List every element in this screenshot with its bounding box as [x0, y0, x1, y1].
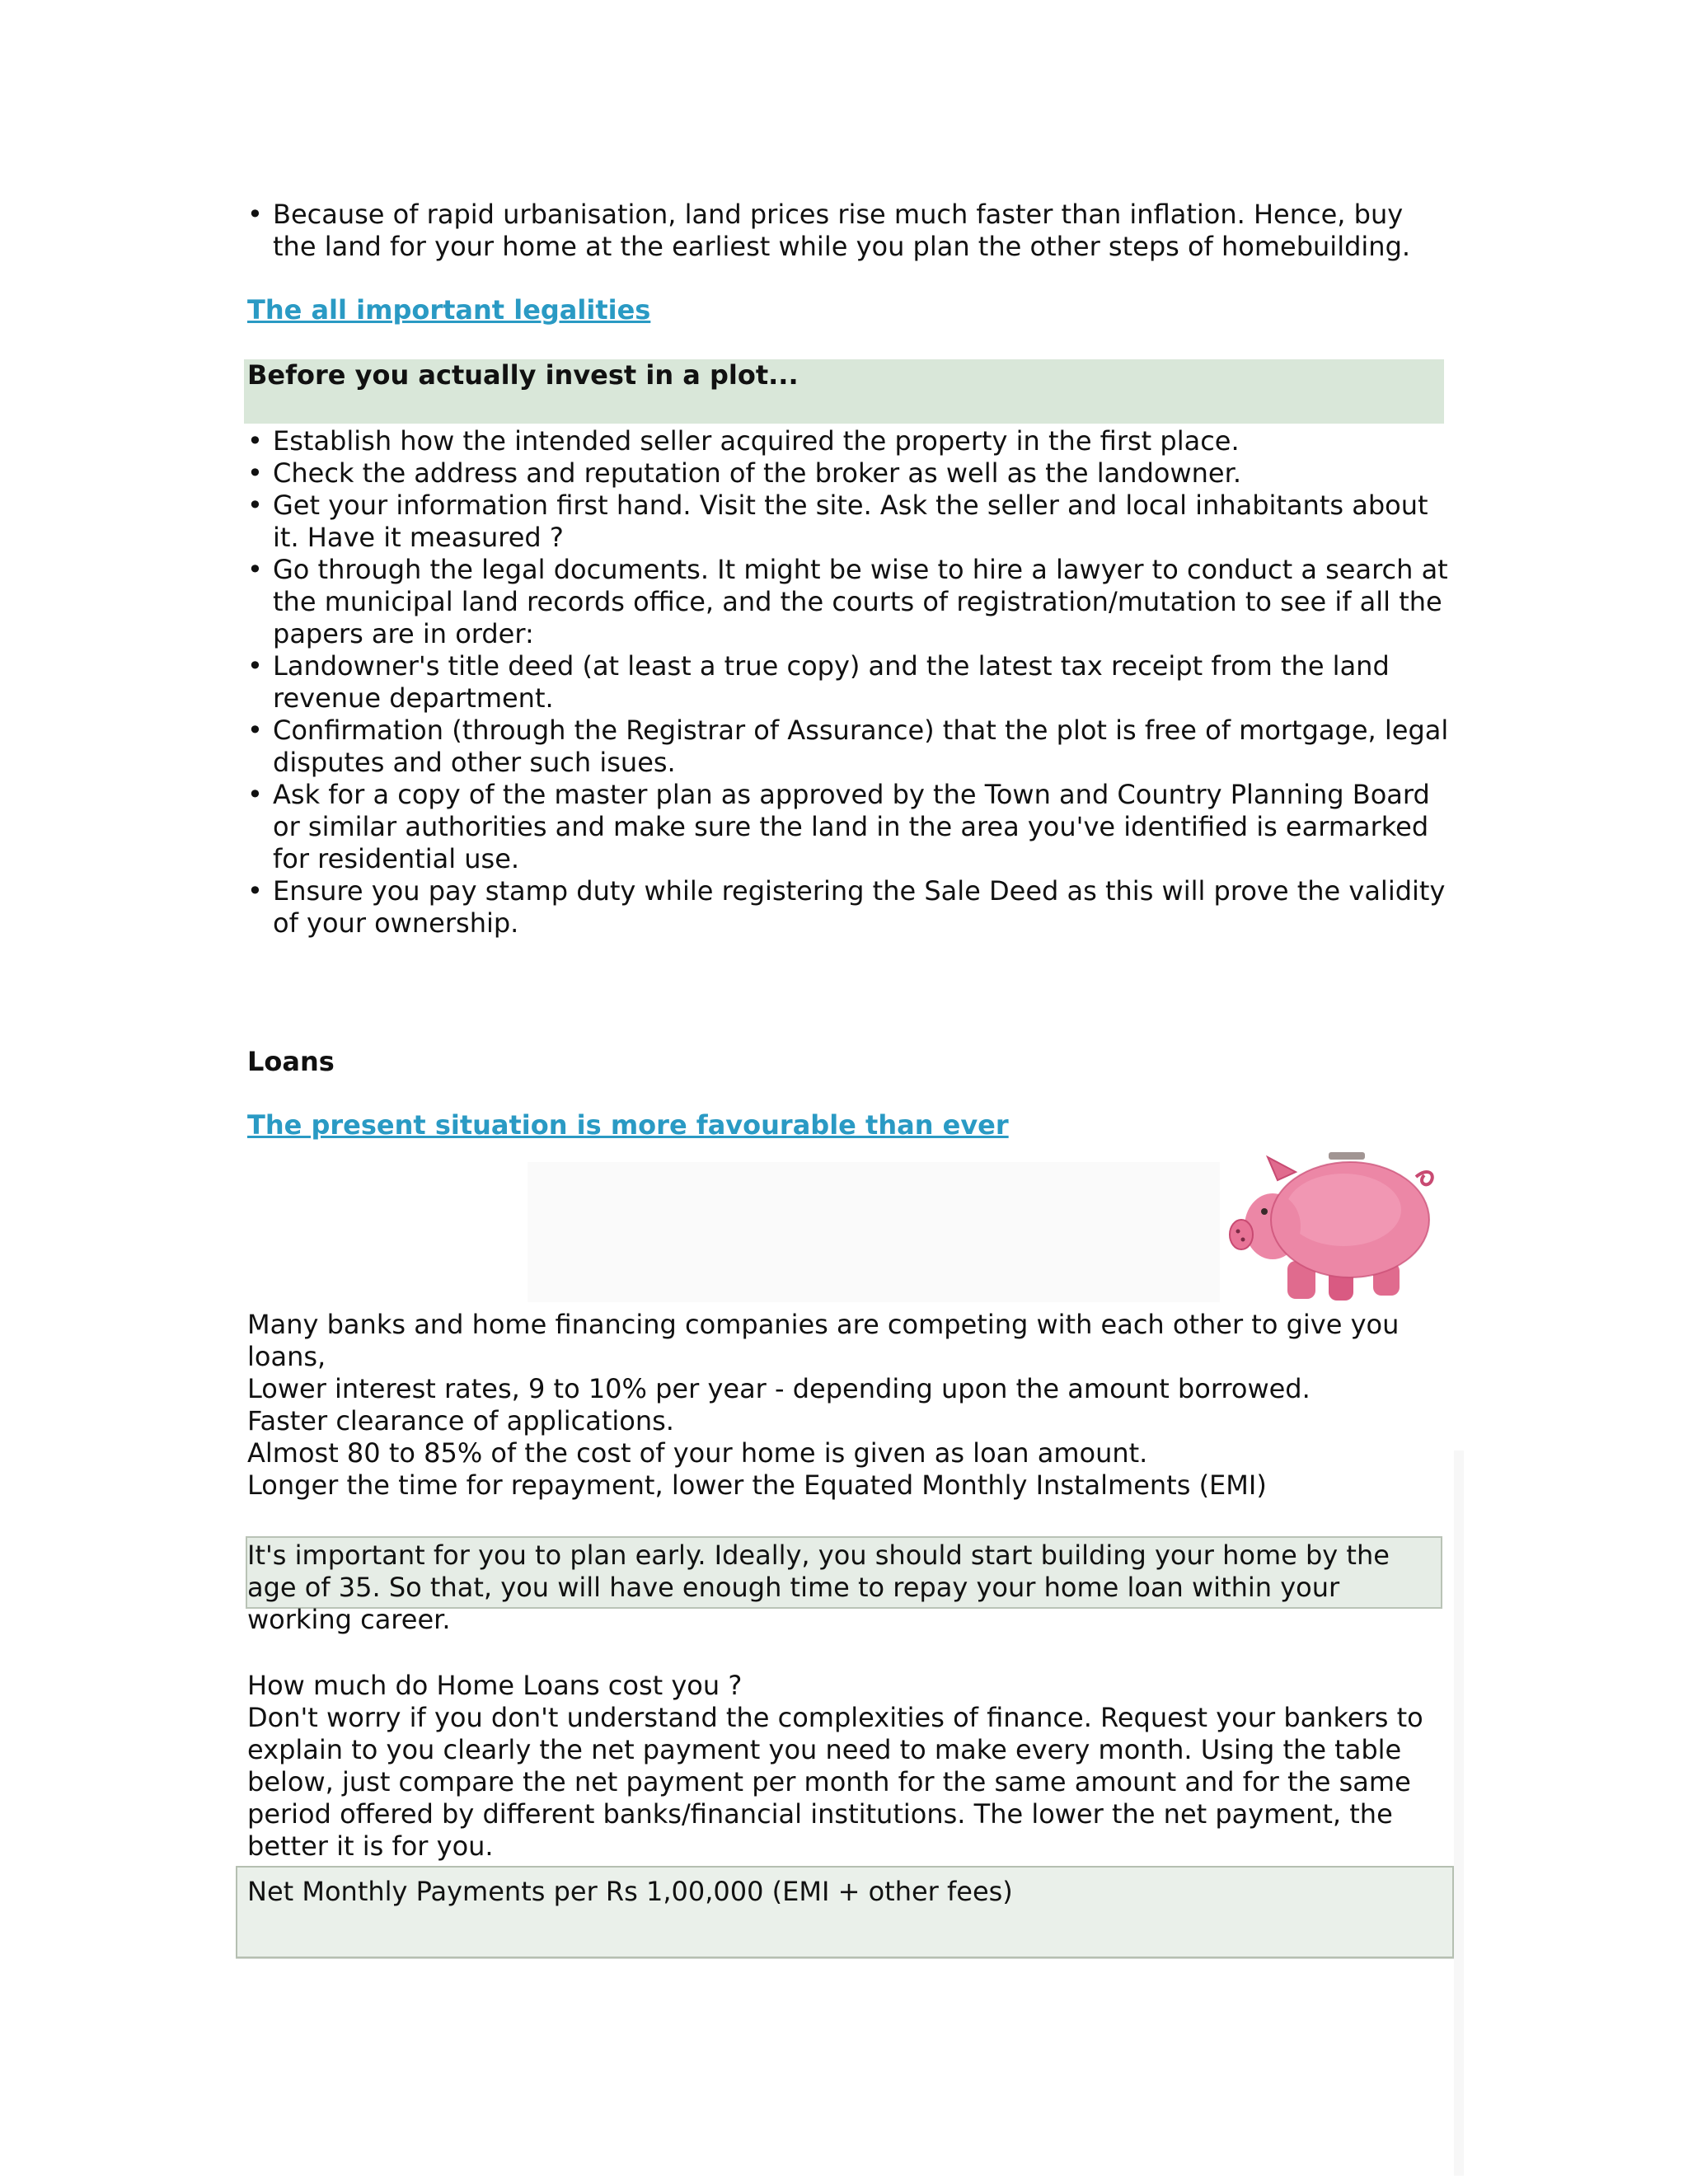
- loans-line: Faster clearance of applications.: [247, 1405, 674, 1436]
- legalities-section: [247, 425, 1451, 940]
- cost-paragraph: Don't worry if you don't understand the complexities of finance. Request your bankers to explain to you clearly the net payment you need to make every month. Using the table below, just compare the net payment per month for the same amount and for the same period offered by different banks/financial institutions. The lower the net payment, the better it is for you.: [247, 1702, 1423, 1862]
- list-item: • Go through the legal documents. It might be wise to hire a lawyer to conduct a search at the municipal land records office, and the courts of registration/mutation to see if all the papers are in order:: [247, 554, 1451, 650]
- list-item: • Check the address and reputation of the broker as well as the landowner.: [247, 457, 1451, 490]
- intro-section: [247, 199, 1451, 263]
- tip-text: It's important for you to plan early. Ideally, you should start building your home by the age of 35. So that, you will have enough time to repay your home loan within your working career.: [247, 1540, 1390, 1635]
- cost-section: [247, 1670, 1451, 1863]
- list-item: • Get your information first hand. Visit the site. Ask the seller and local inhabitants about it. Have it measured ?: [247, 490, 1451, 554]
- background-panel: [1454, 1451, 1464, 2176]
- tip-box: [246, 1536, 1442, 1635]
- loans-link[interactable]: The present situation is more favourable than ever: [247, 1109, 1009, 1141]
- list-item: • Ensure you pay stamp duty while registering the Sale Deed as this will prove the validity of your ownership.: [247, 875, 1451, 940]
- piggy-bank-image: [1220, 1137, 1451, 1310]
- list-item: • Establish how the intended seller acquired the property in the first place.: [247, 425, 1451, 457]
- loans-line: Almost 80 to 85% of the cost of your home is given as loan amount.: [247, 1437, 1148, 1469]
- loans-line: Lower interest rates, 9 to 10% per year - depending upon the amount borrowed.: [247, 1373, 1311, 1404]
- plot-heading: Before you actually invest in a plot...: [247, 359, 799, 391]
- cost-question: How much do Home Loans cost you ?: [247, 1670, 743, 1701]
- emi-line: Longer the time for repayment, lower the Equated Monthly Instalments (EMI): [247, 1469, 1267, 1501]
- list-item: • Ask for a copy of the master plan as approved by the Town and Country Planning Board or similar authorities and make sure the land in the area you've identified is earmarked for residential use.: [247, 779, 1451, 875]
- legalities-link[interactable]: The all important legalities: [247, 294, 651, 326]
- loans-heading: Loans: [247, 1046, 335, 1077]
- list-item: • Confirmation (through the Registrar of Assurance) that the plot is free of mortgage, legal disputes and other such isues.: [247, 715, 1451, 779]
- payments-table-title: Net Monthly Payments per Rs 1,00,000 (EMI + other fees): [247, 1876, 1013, 1907]
- list-item: • Landowner's title deed (at least a true copy) and the latest tax receipt from the land revenue department.: [247, 650, 1451, 715]
- plot-heading-band: [244, 359, 1444, 424]
- loans-benefits: [247, 1309, 1451, 1469]
- list-item: • Because of rapid urbanisation, land prices rise much faster than inflation. Hence, buy the land for your home at the earliest while you plan the other steps of homebuilding.: [247, 199, 1451, 263]
- background-panel: [528, 1162, 1220, 1302]
- intro-bullet-list: [247, 199, 1451, 263]
- payments-table-header: [236, 1866, 1454, 1958]
- legalities-bullet-list: [247, 425, 1451, 940]
- loans-line: Many banks and home financing companies are competing with each other to give you loans,: [247, 1309, 1400, 1372]
